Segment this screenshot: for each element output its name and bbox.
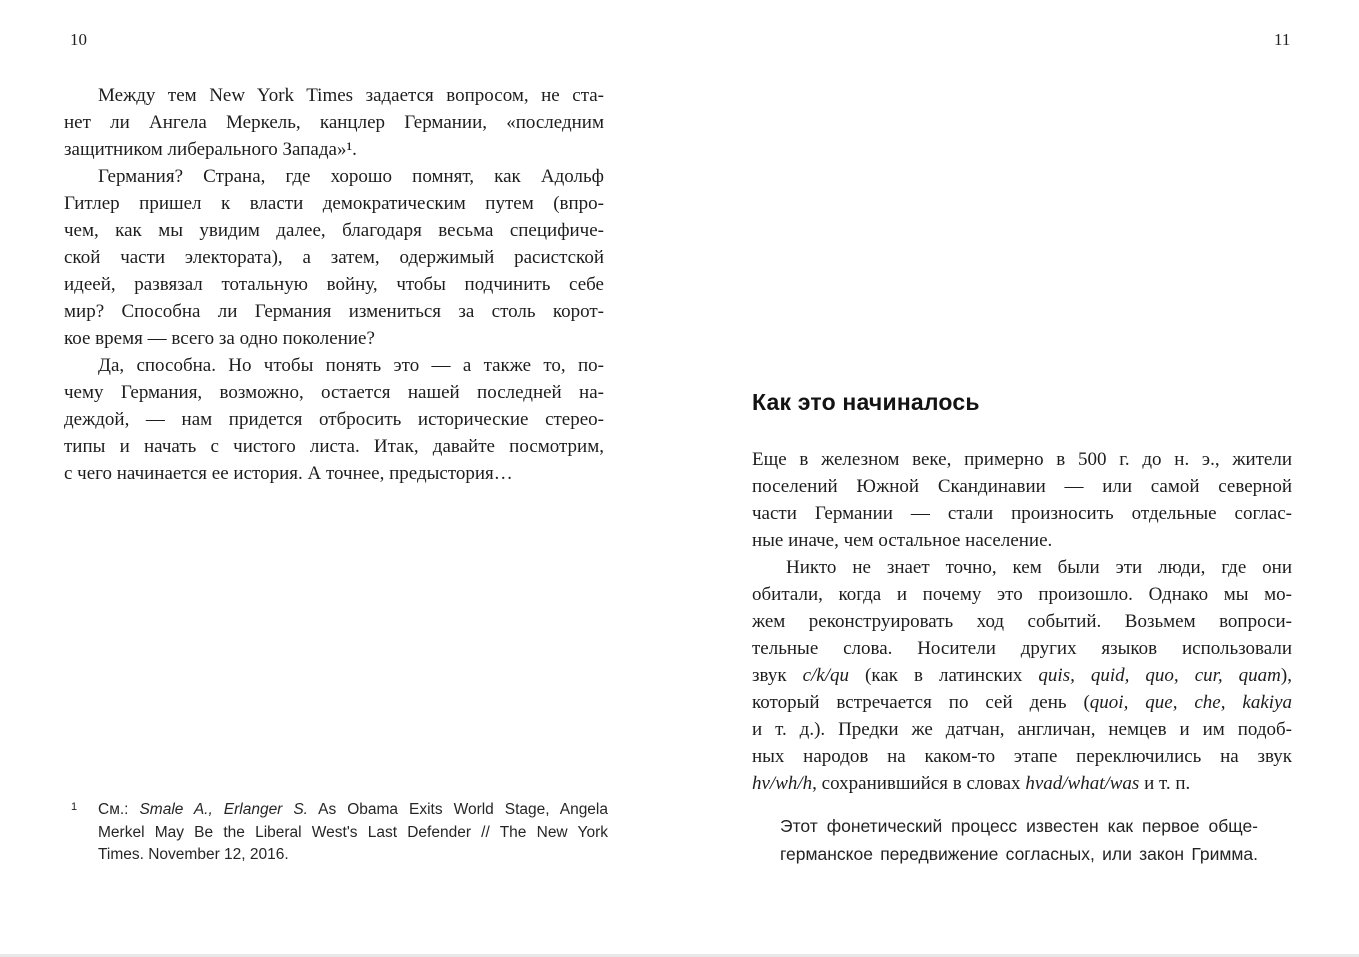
text-line: обитали, когда и почему это произошло. Однако мы мо-	[752, 584, 1292, 605]
section-heading: Как это начиналось	[752, 389, 980, 415]
text-line: кое время — всего за одно поколение?	[64, 328, 375, 349]
text-line: ской части электората), а затем, одержимый расистской	[64, 247, 604, 268]
text-line: чем, как мы увидим далее, благодаря весьма специфиче-	[64, 220, 604, 241]
italic-text: quis, quid, quo, cur, quam	[1038, 665, 1281, 686]
text-line: тельные слова. Носители других языков использовали	[752, 638, 1292, 659]
text-line: деждой, — нам придется отбросить исторические стерео-	[64, 409, 604, 430]
text-line: Германия? Страна, где хорошо помнят, как Адольф	[98, 166, 604, 187]
text-line: чему Германия, возможно, остается нашей последней на-	[64, 382, 604, 403]
text-line: ных народов на каком-то этапе переключились на звук	[752, 746, 1292, 767]
text-line: с чего начинается ее история. А точнее, предыстория…	[64, 463, 513, 484]
text-line	[752, 689, 1292, 716]
text-segment: и т. п.	[1139, 773, 1191, 794]
text-segment: As Obama Exits World Stage, Angela	[307, 801, 608, 818]
text-line	[98, 799, 608, 822]
italic-text: c/k/qu	[802, 665, 850, 686]
text-line: ные иначе, чем остальное население.	[752, 530, 1053, 551]
page-number-right: 11	[1274, 30, 1291, 49]
italic-text: hvad/what/was	[1025, 773, 1140, 794]
text-line: Гитлер пришел к власти демократическим путем (впро-	[64, 193, 604, 214]
footnote-text	[98, 799, 608, 867]
italic-text: Smale A., Erlanger S.	[139, 801, 308, 818]
text-line: Никто не знает точно, кем были эти люди, где они	[786, 557, 1292, 578]
text-line: Между тем New York Times задается вопросом, не ста-	[98, 85, 604, 106]
text-line: жем реконструировать ход событий. Возьмем вопроси-	[752, 611, 1292, 632]
footnote	[64, 799, 612, 867]
text-line: Этот фонетический процесс известен как первое обще-	[780, 816, 1258, 836]
page-number-left: 10	[70, 30, 87, 49]
text-segment: ),	[1280, 665, 1292, 686]
italic-text: quoi, que, che, kakiya	[1089, 692, 1293, 713]
text-line: германское передвижение согласных, или закон Гримма.	[780, 844, 1258, 864]
text-line: идеей, развязал тотальную войну, чтобы подчинить себе	[64, 274, 604, 295]
text-segment: звук	[752, 665, 803, 686]
italic-text: hv/wh/h	[752, 773, 813, 794]
right-page-body	[752, 446, 1292, 797]
text-segment: который встречается по сей день (	[752, 692, 1090, 713]
text-segment: (как в латинских	[849, 665, 1039, 686]
text-line: защитником либерального Запада»¹.	[64, 139, 357, 160]
footnote-marker: 1	[71, 801, 78, 813]
text-segment: , сохранившийся в словах	[812, 773, 1026, 794]
text-line: Еще в железном веке, примерно в 500 г. до н. э., жители	[752, 449, 1292, 470]
text-line	[752, 662, 1292, 689]
text-line: Да, способна. Но чтобы понять это — а также то, по-	[98, 355, 604, 376]
text-line: Merkel May Be the Liberal West's Last Defender // The New York	[98, 823, 608, 841]
phonetic-note	[780, 812, 1258, 868]
text-line: нет ли Ангела Меркель, канцлер Германии, «последним	[64, 112, 604, 133]
text-line: и т. д.). Предки же датчан, англичан, немцев и им подоб-	[752, 719, 1292, 740]
text-segment: См.:	[98, 801, 140, 818]
text-line: поселений Южной Скандинавии — или самой северной	[752, 476, 1292, 497]
text-line: Times. November 12, 2016.	[98, 846, 289, 863]
text-line	[752, 770, 1292, 797]
text-line: мир? Способна ли Германия измениться за столь корот-	[64, 301, 604, 322]
left-page-body	[64, 82, 604, 487]
text-line: типы и начать с чистого листа. Итак, давайте посмотрим,	[64, 436, 604, 457]
text-line: части Германии — стали произносить отдельные соглас-	[752, 503, 1292, 524]
